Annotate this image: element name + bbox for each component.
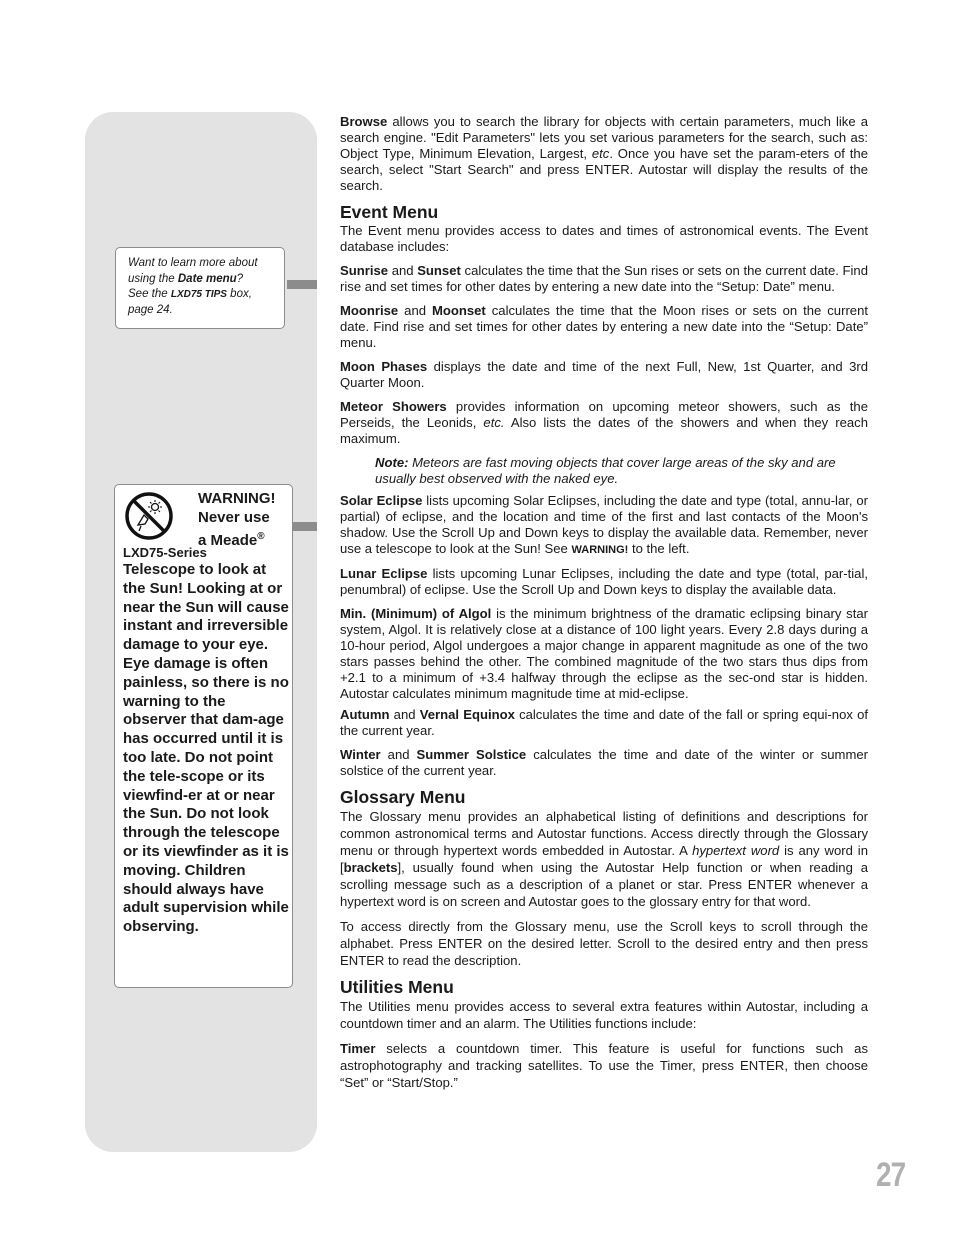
sunrise-paragraph bbox=[340, 263, 868, 295]
tip-bold: LXD75 TIPS bbox=[170, 289, 227, 300]
timer-paragraph bbox=[340, 1040, 868, 1091]
tip-callout bbox=[115, 247, 285, 329]
warning-model-name: LXD75-Series bbox=[123, 545, 207, 560]
paragraph-italic: hypertext word bbox=[692, 843, 780, 858]
term-summer-solstice: Summer Solstice bbox=[416, 747, 527, 762]
lunar-eclipse-paragraph bbox=[340, 566, 868, 598]
paragraph-text: and bbox=[398, 303, 432, 318]
tip-text: using the bbox=[128, 272, 178, 285]
paragraph-text: ], usually found when using the Autostar Help function or when reading a scrolling message such as a description of a planet or star. Press ENTER whenever a hypertext word is on screen and Autostar goes to the glossary entry for that word. bbox=[340, 860, 868, 909]
warning-heading-line: WARNING! bbox=[198, 490, 276, 507]
page-number: 27 bbox=[876, 1156, 906, 1194]
paragraph-text: . Once you have set the param-eters of the search, select "Start Search" and press ENTER. Autostar will display the results of the search. bbox=[340, 146, 868, 193]
glossary-access-paragraph: To access directly from the Glossary menu, use the Scroll keys to scroll through the alphabet. Press ENTER on the desired letter. Scroll to the desired entry and then press ENTER to read the description. bbox=[340, 919, 868, 968]
paragraph-text: selects a countdown timer. This feature is useful for functions such as astrophotography and tracking satellites. To use the Timer, press ENTER, then choose “Set” or “Start/Stop.” bbox=[340, 1041, 868, 1090]
meteor-note bbox=[375, 455, 868, 487]
paragraph-text: is the minimum brightness of the dramatic eclipsing binary star system, Algol. It is relatively close at a distance of 100 light years. Every 2.8 days during a 10-hour period, Algol undergoes a major change in apparent magnitude as one of the two stars passes behind the other. The combined magnitude of the two stars thus dips from +2.1 to a minimum of +3.4 halfway through the eclipse as the sec-ond star is hidden. Autostar calculates minimum magnitude time at mid-eclipse. bbox=[340, 606, 868, 701]
paragraph-italic: etc. bbox=[483, 415, 505, 430]
term-lunar-eclipse: Lunar Eclipse bbox=[340, 566, 428, 581]
term-moon-phases: Moon Phases bbox=[340, 359, 428, 374]
note-label: Note: bbox=[375, 455, 409, 470]
paragraph-text: lists upcoming Lunar Eclipses, including the date and type (total, par-tial, penumbral) of eclipse. Use the Scroll Up and Down keys to display the available data. bbox=[340, 566, 868, 597]
term-moonrise: Moonrise bbox=[340, 303, 399, 318]
term-algol: Min. (Minimum) of Algol bbox=[340, 606, 492, 621]
warning-heading-line: a Meade bbox=[198, 532, 258, 549]
term-brackets: brackets bbox=[343, 860, 398, 875]
warning-reference: WARNING! bbox=[571, 544, 629, 556]
term-timer: Timer bbox=[340, 1041, 376, 1056]
tip-text: Want to learn more about bbox=[128, 257, 258, 269]
no-sun-warning-icon bbox=[124, 491, 174, 541]
paragraph-text: and bbox=[380, 747, 417, 762]
utilities-menu-heading: Utilities Menu bbox=[340, 977, 454, 997]
glossary-paragraph bbox=[340, 808, 868, 910]
algol-paragraph bbox=[340, 606, 868, 702]
event-menu-heading: Event Menu bbox=[340, 202, 439, 222]
term-solar-eclipse: Solar Eclipse bbox=[340, 493, 423, 508]
warning-body: Telescope to look at the Sun! Looking at or near the Sun will cause instant and irreversible damage to your eye. Eye damage is often painless, so there is no warning to the observer that dam-age has occurred until it is too late. Do not point the tele-scope or its viewfind-er at or near the Sun. Do not look through the telescope or its viewfinder as it is moving. Children should always have adult supervision while observing. bbox=[123, 561, 289, 936]
term-moonset: Moonset bbox=[431, 303, 486, 318]
tip-text: See the bbox=[128, 288, 171, 300]
term-sunset: Sunset bbox=[417, 263, 461, 278]
browse-paragraph bbox=[340, 114, 868, 194]
warning-heading bbox=[198, 489, 276, 550]
term-browse: Browse bbox=[340, 114, 388, 129]
meteor-paragraph bbox=[340, 399, 868, 447]
paragraph-text: displays the date and time of the next Full, New, 1st Quarter, and 3rd Quarter Moon. bbox=[340, 359, 869, 390]
paragraph-text: calculates the time and date of the winter or summer solstice of the current year. bbox=[340, 747, 869, 778]
paragraph-text: and bbox=[389, 707, 420, 722]
paragraph-text: allows you to search the library for objects with certain parameters, much like a search engine. "Edit Parameters" lets you set various parameters for the search, such as: Object Type, Minimum Elevation, Largest, bbox=[340, 114, 868, 161]
utilities-intro: The Utilities menu provides access to several extra features within Autostar, including a countdown timer and an alarm. The Utilities functions include: bbox=[340, 999, 868, 1031]
tip-text: box, bbox=[226, 288, 252, 300]
solar-eclipse-paragraph bbox=[340, 493, 868, 558]
paragraph-text: calculates the time and date of the fall or spring equi-nox of the current year. bbox=[340, 707, 869, 738]
term-sunrise: Sunrise bbox=[340, 263, 389, 278]
warning-pointer-tab bbox=[293, 522, 317, 531]
note-text: Meteors are fast moving objects that cover large areas of the sky and are usually best observed with the naked eye. bbox=[375, 455, 836, 486]
paragraph-text: provides information on upcoming meteor showers, such as the Perseids, the Leonids, bbox=[340, 399, 869, 430]
equinox-paragraph bbox=[340, 707, 868, 739]
paragraph-text: The Glossary menu provides an alphabetical listing of definitions and descriptions for common astronomical terms and Autostar functions. Access directly through the Glossary menu or through hypertext words embedded in Autostar. A bbox=[340, 809, 868, 858]
warning-callout bbox=[114, 484, 293, 988]
registered-mark: ® bbox=[257, 531, 265, 542]
term-autumn: Autumn bbox=[340, 707, 390, 722]
paragraph-text: and bbox=[388, 263, 418, 278]
paragraph-text: lists upcoming Solar Eclipses, including the date and type (total, annu-lar, or partial) of eclipse, and the location and time of the first and last contacts of the Moon's shadow. Use the Scroll Up and Down keys to display the available data. Remember, never use a telescope to look at the Sun! See bbox=[340, 493, 868, 556]
paragraph-text: Also lists the dates of the showers and when they reach maximum. bbox=[340, 415, 869, 446]
paragraph-text: calculates the time that the Moon rises or sets on the current date. Find rise and set times for other dates by entering a new date into the “Setup: Date” menu. bbox=[340, 303, 869, 350]
event-intro: The Event menu provides access to dates and times of astronomical events. The Event database includes: bbox=[340, 223, 868, 254]
paragraph-italic: etc bbox=[591, 146, 610, 161]
solstice-paragraph bbox=[340, 747, 868, 779]
main-column bbox=[340, 114, 868, 1099]
tip-bold: Date menu bbox=[177, 272, 237, 285]
tip-text: page 24. bbox=[128, 303, 173, 316]
paragraph-text: to the left. bbox=[628, 541, 690, 556]
term-winter: Winter bbox=[340, 747, 381, 762]
glossary-menu-heading: Glossary Menu bbox=[340, 787, 466, 807]
moon-phases-paragraph bbox=[340, 359, 868, 391]
paragraph-text: is any word in [ bbox=[340, 843, 868, 875]
warning-heading-line: Never use bbox=[198, 509, 270, 526]
term-vernal-equinox: Vernal Equinox bbox=[419, 707, 515, 722]
tip-text: ? bbox=[236, 272, 244, 285]
term-meteor-showers: Meteor Showers bbox=[340, 399, 447, 414]
moonrise-paragraph bbox=[340, 303, 868, 351]
paragraph-text: calculates the time that the Sun rises or sets on the current date. Find rise and set times for other dates by entering a new date into the “Setup: Date” menu. bbox=[340, 263, 868, 294]
tip-pointer-tab bbox=[287, 280, 317, 289]
